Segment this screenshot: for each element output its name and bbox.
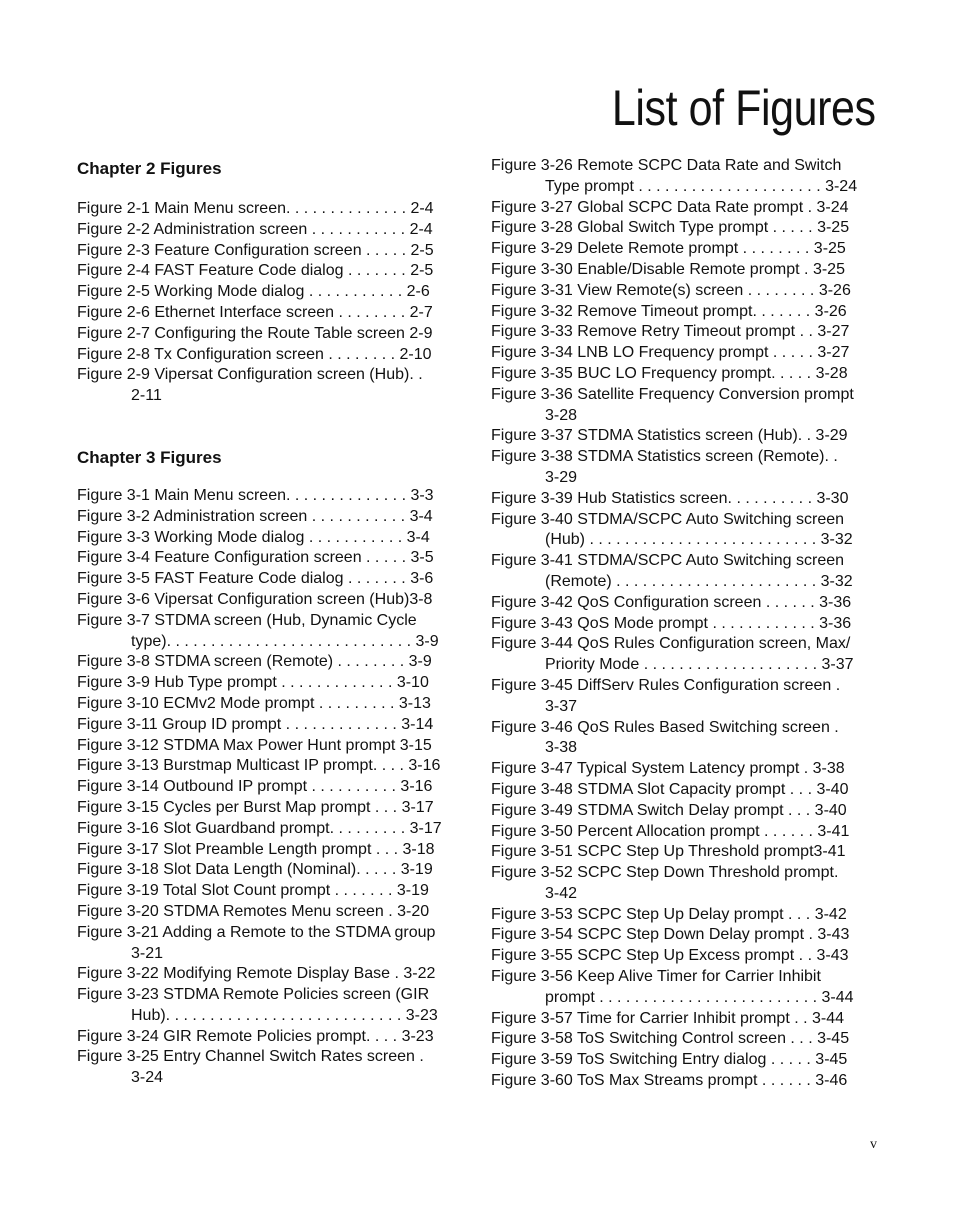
toc-entry[interactable]: Figure 2-5 Working Mode dialog . . . . . . . . . . . 2-6 [77, 283, 430, 301]
toc-entry[interactable]: Figure 3-33 Remove Retry Timeout prompt . . 3-27 [491, 323, 850, 341]
toc-entry[interactable]: Figure 3-26 Remote SCPC Data Rate and Switch [491, 157, 842, 174]
toc-entry[interactable]: Figure 3-25 Entry Channel Switch Rates screen . [77, 1048, 424, 1066]
toc-entry[interactable]: Figure 3-38 STDMA Statistics screen (Remote). . [491, 448, 838, 466]
toc-entry-continuation[interactable]: 3-42 [545, 884, 578, 902]
toc-entry[interactable]: Figure 3-23 STDMA Remote Policies screen (GIR [77, 986, 430, 1004]
toc-entry[interactable]: Figure 3-11 Group ID prompt . . . . . . . . . . . . . 3-14 [77, 715, 434, 733]
toc-entry[interactable]: Figure 3-57 Time for Carrier Inhibit prompt . . 3-44 [491, 1009, 845, 1027]
toc-entry[interactable]: Figure 3-51 SCPC Step Up Threshold prompt3-41 [491, 843, 846, 861]
toc-entry[interactable]: Figure 2-8 Tx Configuration screen . . . . . . . . 2-10 [77, 345, 432, 363]
toc-entry[interactable]: Figure 3-19 Total Slot Count prompt . . . . . . . 3-19 [77, 882, 429, 900]
toc-entry[interactable]: Figure 2-2 Administration screen . . . . . . . . . . . 2-4 [77, 220, 433, 238]
toc-entry-continuation[interactable]: prompt . . . . . . . . . . . . . . . . . . . . . . . . . 3-44 [545, 988, 854, 1006]
left-column [77, 156, 463, 1089]
toc-entry[interactable]: Figure 2-3 Feature Configuration screen . . . . . 2-5 [77, 241, 434, 259]
page-number: v [870, 1137, 877, 1152]
toc-entry[interactable]: Figure 3-2 Administration screen . . . . . . . . . . . 3-4 [77, 507, 433, 525]
toc-entry-continuation[interactable]: (Remote) . . . . . . . . . . . . . . . . . . . . . . . 3-32 [545, 572, 853, 590]
toc-entry[interactable]: Figure 3-30 Enable/Disable Remote prompt . 3-25 [491, 260, 845, 278]
toc-entry[interactable]: Figure 3-28 Global Switch Type prompt . . . . . 3-25 [491, 219, 850, 237]
toc-entry[interactable]: Figure 3-6 Vipersat Configuration screen (Hub)3-8 [77, 590, 433, 608]
toc-entry-continuation[interactable]: 2-11 [131, 387, 162, 405]
toc-entry-continuation[interactable]: 3-37 [545, 697, 578, 715]
toc-entry[interactable]: Figure 3-24 GIR Remote Policies prompt. . . . 3-23 [77, 1027, 434, 1045]
toc-entry-continuation[interactable]: type). . . . . . . . . . . . . . . . . . . . . . . . . . . . 3-9 [131, 632, 439, 650]
toc-entry[interactable]: Figure 3-56 Keep Alive Timer for Carrier Inhibit [491, 968, 821, 986]
toc-entry[interactable]: Figure 3-59 ToS Switching Entry dialog . . . . . 3-45 [491, 1051, 848, 1069]
toc-entry-continuation[interactable]: (Hub) . . . . . . . . . . . . . . . . . . . . . . . . . . 3-32 [545, 531, 853, 549]
toc-entry[interactable]: Figure 3-43 QoS Mode prompt . . . . . . . . . . . . 3-36 [491, 614, 852, 632]
toc-entry-continuation[interactable]: 3-38 [545, 739, 578, 757]
toc-entry[interactable]: Figure 2-6 Ethernet Interface screen . . . . . . . . 2-7 [77, 303, 433, 321]
toc-entry-continuation[interactable]: 3-29 [545, 468, 578, 486]
toc-entry[interactable]: Figure 3-52 SCPC Step Down Threshold prompt. [491, 864, 839, 882]
toc-entry[interactable]: Figure 2-9 Vipersat Configuration screen (Hub). . [77, 366, 423, 384]
toc-entry[interactable]: Figure 3-32 Remove Timeout prompt. . . . . . . 3-26 [491, 302, 847, 320]
chapter-2-heading: Chapter 2 Figures [77, 159, 222, 178]
toc-entry[interactable]: Figure 3-7 STDMA screen (Hub, Dynamic Cycle [77, 611, 417, 629]
toc-entry[interactable]: Figure 3-53 SCPC Step Up Delay prompt . . . 3-42 [491, 905, 847, 923]
toc-entry[interactable]: Figure 3-27 Global SCPC Data Rate prompt . 3-24 [491, 198, 849, 216]
toc-entry[interactable]: Figure 3-31 View Remote(s) screen . . . . . . . . 3-26 [491, 281, 851, 299]
chapter-2-list [77, 199, 463, 407]
toc-entry[interactable]: Figure 3-20 STDMA Remotes Menu screen . 3-20 [77, 902, 430, 920]
page-title: List of Figures [612, 80, 876, 136]
toc-entry-continuation[interactable]: 3-21 [131, 944, 164, 962]
toc-entry[interactable]: Figure 3-16 Slot Guardband prompt. . . . . . . . . 3-17 [77, 819, 442, 837]
chapter-3-list [77, 486, 463, 1089]
toc-entry-continuation[interactable]: Priority Mode . . . . . . . . . . . . . . . . . . . . 3-37 [545, 656, 854, 674]
toc-entry[interactable]: Figure 2-4 FAST Feature Code dialog . . . . . . . 2-5 [77, 262, 434, 280]
toc-entry[interactable]: Figure 3-45 DiffServ Rules Configuration screen . [491, 676, 841, 694]
toc-entry[interactable]: Figure 2-7 Configuring the Route Table screen 2-9 [77, 324, 433, 342]
toc-entry[interactable]: Figure 3-15 Cycles per Burst Map prompt . . . 3-17 [77, 798, 434, 816]
toc-entry-continuation[interactable]: 3-28 [545, 406, 578, 424]
toc-entry[interactable]: Figure 3-4 Feature Configuration screen . . . . . 3-5 [77, 549, 434, 567]
toc-entry[interactable]: Figure 3-42 QoS Configuration screen . . . . . . 3-36 [491, 593, 852, 611]
toc-entry[interactable]: Figure 3-9 Hub Type prompt . . . . . . . . . . . . . 3-10 [77, 674, 429, 692]
toc-entry[interactable]: Figure 3-55 SCPC Step Up Excess prompt . . 3-43 [491, 947, 849, 965]
toc-entry-continuation[interactable]: 3-24 [131, 1069, 164, 1087]
toc-entry[interactable]: Figure 3-5 FAST Feature Code dialog . . . . . . . 3-6 [77, 570, 434, 588]
toc-entry[interactable]: Figure 3-44 QoS Rules Configuration screen, Max/ [491, 635, 851, 653]
toc-entry[interactable]: Figure 3-10 ECMv2 Mode prompt . . . . . . . . . 3-13 [77, 694, 431, 712]
toc-entry[interactable]: Figure 3-34 LNB LO Frequency prompt . . . . . 3-27 [491, 344, 850, 362]
toc-entry[interactable]: Figure 3-1 Main Menu screen. . . . . . . . . . . . . . 3-3 [77, 486, 434, 504]
toc-entry[interactable]: Figure 3-47 Typical System Latency prompt . 3-38 [491, 760, 845, 778]
toc-entry[interactable]: Figure 3-60 ToS Max Streams prompt . . . . . . 3-46 [491, 1072, 848, 1090]
toc-entry[interactable]: Figure 3-46 QoS Rules Based Switching screen . [491, 718, 839, 736]
toc-entry[interactable]: Figure 3-13 Burstmap Multicast IP prompt. . . . 3-16 [77, 757, 441, 775]
toc-entry[interactable]: Figure 3-35 BUC LO Frequency prompt. . . . . 3-28 [491, 364, 848, 382]
toc-entry[interactable]: Figure 3-50 Percent Allocation prompt . . . . . . 3-41 [491, 822, 850, 840]
toc-entry[interactable]: Figure 3-8 STDMA screen (Remote) . . . . . . . . 3-9 [77, 653, 432, 671]
toc-entry[interactable]: Figure 3-22 Modifying Remote Display Base . 3-22 [77, 965, 436, 983]
toc-entry[interactable]: Figure 3-40 STDMA/SCPC Auto Switching screen [491, 510, 845, 528]
toc-entry[interactable]: Figure 3-49 STDMA Switch Delay prompt . . . 3-40 [491, 801, 847, 819]
chapter-3-heading: Chapter 3 Figures [77, 447, 222, 467]
toc-entry-continuation[interactable]: Hub). . . . . . . . . . . . . . . . . . . . . . . . . . . 3-23 [131, 1006, 438, 1024]
toc-entry[interactable]: Figure 3-3 Working Mode dialog . . . . . . . . . . . 3-4 [77, 528, 430, 546]
toc-entry[interactable]: Figure 3-41 STDMA/SCPC Auto Switching screen [491, 552, 845, 570]
toc-entry[interactable]: Figure 3-29 Delete Remote prompt . . . . . . . . 3-25 [491, 240, 846, 258]
toc-entry-continuation[interactable]: Type prompt . . . . . . . . . . . . . . . . . . . . . 3-24 [545, 177, 858, 195]
toc-entry[interactable]: Figure 3-21 Adding a Remote to the STDMA group [77, 923, 436, 941]
toc-entry[interactable]: Figure 3-39 Hub Statistics screen. . . . . . . . . . 3-30 [491, 489, 849, 507]
toc-entry[interactable]: Figure 3-54 SCPC Step Down Delay prompt . 3-43 [491, 926, 850, 944]
toc-entry[interactable]: Figure 3-17 Slot Preamble Length prompt . . . 3-18 [77, 840, 435, 858]
toc-entry[interactable]: Figure 2-1 Main Menu screen. . . . . . . . . . . . . . 2-4 [77, 200, 434, 217]
toc-entry[interactable]: Figure 3-37 STDMA Statistics screen (Hub). . 3-29 [491, 427, 848, 445]
toc-entry[interactable]: Figure 3-12 STDMA Max Power Hunt prompt 3-15 [77, 736, 432, 754]
toc-entry[interactable]: Figure 3-18 Slot Data Length (Nominal). . . . . 3-19 [77, 861, 433, 879]
toc-entry[interactable]: Figure 3-58 ToS Switching Control screen . . . 3-45 [491, 1030, 850, 1048]
right-column [491, 156, 881, 1092]
toc-entry[interactable]: Figure 3-14 Outbound IP prompt . . . . . . . . . . 3-16 [77, 778, 433, 796]
toc-entry[interactable]: Figure 3-48 STDMA Slot Capacity prompt . . . 3-40 [491, 780, 849, 798]
toc-entry[interactable]: Figure 3-36 Satellite Frequency Conversion prompt [491, 385, 854, 403]
